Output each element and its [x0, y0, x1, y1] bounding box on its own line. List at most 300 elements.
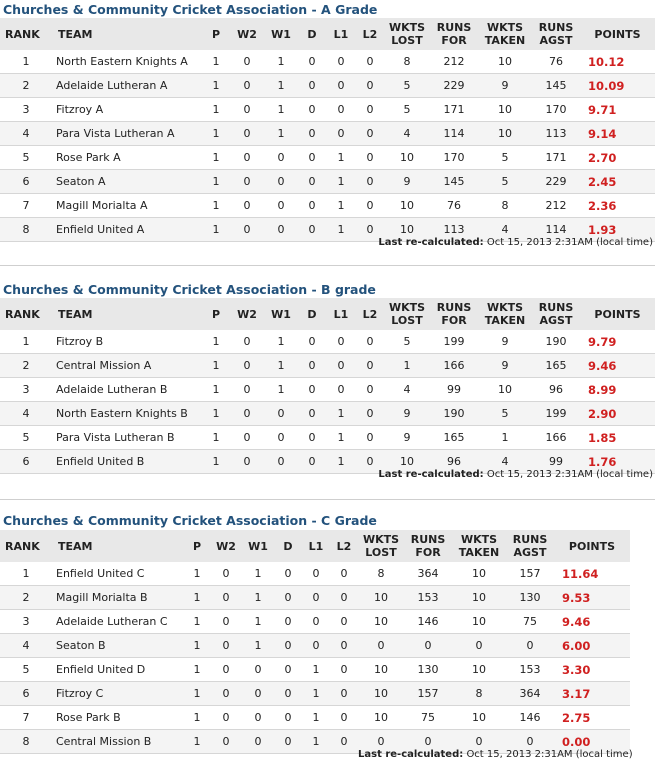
draws-cell: 0 — [298, 170, 326, 194]
section-b-title: Churches & Community Cricket Association - B grade — [3, 282, 376, 297]
col-points-header: POINTS — [580, 298, 655, 330]
team-name-cell: Fitzroy B — [52, 330, 202, 354]
wkts-taken-cell: 10 — [452, 658, 506, 682]
runs-agst-cell: 170 — [532, 98, 580, 122]
played-cell: 1 — [202, 218, 230, 242]
played-cell: 1 — [202, 450, 230, 474]
col-w2-header: W2 — [230, 298, 264, 330]
draws-cell: 0 — [298, 378, 326, 402]
rank-cell: 3 — [0, 610, 52, 634]
wkts-taken-cell: 8 — [478, 194, 532, 218]
played-cell: 1 — [184, 730, 210, 754]
col-rank-header: RANK — [0, 18, 52, 50]
w2-cell: 0 — [230, 122, 264, 146]
wkts-taken-cell: 10 — [478, 378, 532, 402]
w2-cell: 0 — [210, 706, 242, 730]
runs-for-cell: 364 — [404, 562, 452, 586]
draws-cell: 0 — [298, 146, 326, 170]
l1-cell: 1 — [302, 706, 330, 730]
runs-for-cell: 166 — [430, 354, 478, 378]
col-wkts-taken-header: WKTS TAKEN — [478, 298, 532, 330]
w2-cell: 0 — [210, 658, 242, 682]
w2-cell: 0 — [230, 170, 264, 194]
l1-cell: 0 — [326, 122, 356, 146]
wkts-taken-cell: 5 — [478, 170, 532, 194]
table-row — [0, 426, 655, 450]
col-runs-for-header: RUNS FOR — [430, 18, 478, 50]
wkts-lost-cell: 10 — [384, 194, 430, 218]
l2-cell: 0 — [356, 50, 384, 74]
runs-for-cell: 76 — [430, 194, 478, 218]
team-name-cell: Magill Morialta A — [52, 194, 202, 218]
rank-cell: 5 — [0, 658, 52, 682]
l1-cell: 0 — [326, 50, 356, 74]
runs-agst-cell: 146 — [506, 706, 554, 730]
col-w2-header: W2 — [230, 18, 264, 50]
runs-agst-cell: 157 — [506, 562, 554, 586]
runs-for-cell: 114 — [430, 122, 478, 146]
w2-cell: 0 — [230, 402, 264, 426]
l1-cell: 1 — [326, 194, 356, 218]
table-row — [0, 194, 655, 218]
played-cell: 1 — [202, 354, 230, 378]
w1-cell: 0 — [264, 194, 298, 218]
w2-cell: 0 — [230, 378, 264, 402]
draws-cell: 0 — [274, 706, 302, 730]
draws-cell: 0 — [274, 682, 302, 706]
section-c-title: Churches & Community Cricket Association - C Grade — [3, 513, 377, 528]
table-row — [0, 610, 630, 634]
l1-cell: 0 — [302, 562, 330, 586]
table-row — [0, 706, 630, 730]
draws-cell: 0 — [274, 634, 302, 658]
draws-cell: 0 — [298, 330, 326, 354]
runs-for-cell: 145 — [430, 170, 478, 194]
w2-cell: 0 — [230, 450, 264, 474]
points-cell: 9.46 — [580, 354, 655, 378]
l2-cell: 0 — [330, 634, 358, 658]
team-name-cell: Enfield United B — [52, 450, 202, 474]
col-w2-header: W2 — [210, 530, 242, 562]
l1-cell: 1 — [326, 402, 356, 426]
section-divider — [0, 499, 655, 500]
rank-cell: 5 — [0, 426, 52, 450]
wkts-taken-cell: 8 — [452, 682, 506, 706]
draws-cell: 0 — [298, 450, 326, 474]
l2-cell: 0 — [356, 122, 384, 146]
l2-cell: 0 — [356, 354, 384, 378]
played-cell: 1 — [202, 426, 230, 450]
wkts-taken-cell: 4 — [478, 218, 532, 242]
wkts-lost-cell: 5 — [384, 330, 430, 354]
l2-cell: 0 — [356, 218, 384, 242]
l1-cell: 1 — [302, 658, 330, 682]
col-rank-header: RANK — [0, 530, 52, 562]
l1-cell: 1 — [302, 682, 330, 706]
w2-cell: 0 — [230, 98, 264, 122]
col-points-header: POINTS — [580, 18, 655, 50]
runs-for-cell: 146 — [404, 610, 452, 634]
points-cell: 1.93 — [580, 218, 655, 242]
w1-cell: 1 — [242, 562, 274, 586]
runs-agst-cell: 75 — [506, 610, 554, 634]
w1-cell: 0 — [264, 170, 298, 194]
l1-cell: 0 — [302, 610, 330, 634]
ladder-table-b-grade — [0, 298, 655, 474]
runs-agst-cell: 166 — [532, 426, 580, 450]
w1-cell: 1 — [264, 330, 298, 354]
played-cell: 1 — [202, 330, 230, 354]
col-d-header: D — [298, 18, 326, 50]
col-runs-agst-header: RUNS AGST — [532, 18, 580, 50]
played-cell: 1 — [202, 170, 230, 194]
w1-cell: 0 — [264, 450, 298, 474]
points-cell: 2.36 — [580, 194, 655, 218]
col-runs-agst-header: RUNS AGST — [532, 298, 580, 330]
l2-cell: 0 — [330, 562, 358, 586]
l1-cell: 0 — [326, 378, 356, 402]
wkts-taken-cell: 4 — [478, 450, 532, 474]
runs-for-cell: 0 — [404, 730, 452, 754]
rank-cell: 4 — [0, 402, 52, 426]
w1-cell: 0 — [264, 426, 298, 450]
col-runs-agst-header: RUNS AGST — [506, 530, 554, 562]
w2-cell: 0 — [210, 682, 242, 706]
w1-cell: 0 — [242, 706, 274, 730]
points-cell: 9.14 — [580, 122, 655, 146]
runs-for-cell: 113 — [430, 218, 478, 242]
runs-agst-cell: 171 — [532, 146, 580, 170]
draws-cell: 0 — [274, 730, 302, 754]
played-cell: 1 — [202, 194, 230, 218]
played-cell: 1 — [184, 706, 210, 730]
w2-cell: 0 — [230, 146, 264, 170]
rank-cell: 6 — [0, 170, 52, 194]
table-row — [0, 98, 655, 122]
l2-cell: 0 — [330, 682, 358, 706]
wkts-lost-cell: 0 — [358, 730, 404, 754]
section-divider — [0, 265, 655, 266]
wkts-lost-cell: 5 — [384, 74, 430, 98]
w1-cell: 1 — [264, 378, 298, 402]
draws-cell: 0 — [298, 426, 326, 450]
rank-cell: 4 — [0, 122, 52, 146]
table-header-row — [0, 298, 655, 330]
points-cell: 10.12 — [580, 50, 655, 74]
wkts-lost-cell: 10 — [384, 146, 430, 170]
l1-cell: 0 — [326, 98, 356, 122]
w2-cell: 0 — [230, 354, 264, 378]
rank-cell: 6 — [0, 450, 52, 474]
wkts-taken-cell: 0 — [452, 634, 506, 658]
col-team-header: TEAM — [52, 18, 202, 50]
wkts-taken-cell: 10 — [478, 98, 532, 122]
w2-cell: 0 — [210, 586, 242, 610]
points-cell: 1.76 — [580, 450, 655, 474]
table-row — [0, 170, 655, 194]
l1-cell: 1 — [326, 426, 356, 450]
l1-cell: 1 — [326, 146, 356, 170]
draws-cell: 0 — [298, 402, 326, 426]
runs-for-cell: 190 — [430, 402, 478, 426]
draws-cell: 0 — [274, 610, 302, 634]
team-name-cell: North Eastern Knights B — [52, 402, 202, 426]
wkts-lost-cell: 10 — [358, 682, 404, 706]
rank-cell: 1 — [0, 330, 52, 354]
wkts-taken-cell: 5 — [478, 146, 532, 170]
table-row — [0, 74, 655, 98]
col-w1-header: W1 — [242, 530, 274, 562]
played-cell: 1 — [202, 98, 230, 122]
runs-for-cell: 165 — [430, 426, 478, 450]
runs-for-cell: 212 — [430, 50, 478, 74]
table-row — [0, 402, 655, 426]
wkts-lost-cell: 10 — [358, 586, 404, 610]
played-cell: 1 — [202, 378, 230, 402]
l2-cell: 0 — [330, 706, 358, 730]
runs-for-cell: 0 — [404, 634, 452, 658]
points-cell: 9.46 — [554, 610, 630, 634]
rank-cell: 5 — [0, 146, 52, 170]
table-header-row — [0, 18, 655, 50]
points-cell: 9.53 — [554, 586, 630, 610]
points-cell: 1.85 — [580, 426, 655, 450]
points-cell: 2.90 — [580, 402, 655, 426]
wkts-lost-cell: 8 — [358, 562, 404, 586]
runs-for-cell: 130 — [404, 658, 452, 682]
wkts-taken-cell: 10 — [478, 122, 532, 146]
runs-for-cell: 153 — [404, 586, 452, 610]
wkts-taken-cell: 10 — [452, 706, 506, 730]
runs-agst-cell: 364 — [506, 682, 554, 706]
team-name-cell: Seaton B — [52, 634, 184, 658]
col-p-header: P — [202, 298, 230, 330]
runs-agst-cell: 99 — [532, 450, 580, 474]
team-name-cell: Adelaide Lutheran A — [52, 74, 202, 98]
col-l1-header: L1 — [302, 530, 330, 562]
col-l1-header: L1 — [326, 298, 356, 330]
points-cell: 3.17 — [554, 682, 630, 706]
wkts-lost-cell: 9 — [384, 426, 430, 450]
w1-cell: 0 — [264, 146, 298, 170]
col-w1-header: W1 — [264, 18, 298, 50]
col-l1-header: L1 — [326, 18, 356, 50]
l2-cell: 0 — [330, 730, 358, 754]
w1-cell: 1 — [242, 586, 274, 610]
col-l2-header: L2 — [330, 530, 358, 562]
wkts-lost-cell: 9 — [384, 402, 430, 426]
runs-for-cell: 229 — [430, 74, 478, 98]
played-cell: 1 — [184, 562, 210, 586]
runs-agst-cell: 96 — [532, 378, 580, 402]
runs-agst-cell: 0 — [506, 634, 554, 658]
points-cell: 2.45 — [580, 170, 655, 194]
runs-agst-cell: 76 — [532, 50, 580, 74]
l2-cell: 0 — [356, 170, 384, 194]
wkts-taken-cell: 9 — [478, 330, 532, 354]
col-p-header: P — [202, 18, 230, 50]
runs-for-cell: 170 — [430, 146, 478, 170]
runs-agst-cell: 229 — [532, 170, 580, 194]
w1-cell: 1 — [264, 354, 298, 378]
wkts-taken-cell: 0 — [452, 730, 506, 754]
col-w1-header: W1 — [264, 298, 298, 330]
table-row — [0, 586, 630, 610]
table-row — [0, 634, 630, 658]
draws-cell: 0 — [274, 586, 302, 610]
team-name-cell: Central Mission B — [52, 730, 184, 754]
team-name-cell: North Eastern Knights A — [52, 50, 202, 74]
w2-cell: 0 — [230, 194, 264, 218]
wkts-lost-cell: 4 — [384, 378, 430, 402]
table-row — [0, 658, 630, 682]
w2-cell: 0 — [210, 610, 242, 634]
team-name-cell: Enfield United A — [52, 218, 202, 242]
team-name-cell: Enfield United C — [52, 562, 184, 586]
table-row — [0, 562, 630, 586]
points-cell: 10.09 — [580, 74, 655, 98]
wkts-lost-cell: 0 — [358, 634, 404, 658]
l1-cell: 0 — [326, 74, 356, 98]
w2-cell: 0 — [210, 730, 242, 754]
l1-cell: 0 — [326, 330, 356, 354]
table-row — [0, 122, 655, 146]
played-cell: 1 — [184, 634, 210, 658]
played-cell: 1 — [184, 658, 210, 682]
w1-cell: 0 — [242, 658, 274, 682]
table-row — [0, 50, 655, 74]
w2-cell: 0 — [210, 634, 242, 658]
runs-agst-cell: 165 — [532, 354, 580, 378]
rank-cell: 6 — [0, 682, 52, 706]
rank-cell: 7 — [0, 194, 52, 218]
draws-cell: 0 — [274, 562, 302, 586]
w1-cell: 0 — [242, 682, 274, 706]
points-cell: 11.64 — [554, 562, 630, 586]
draws-cell: 0 — [298, 218, 326, 242]
rank-cell: 8 — [0, 730, 52, 754]
wkts-lost-cell: 1 — [384, 354, 430, 378]
l2-cell: 0 — [356, 98, 384, 122]
w2-cell: 0 — [230, 50, 264, 74]
l1-cell: 1 — [326, 450, 356, 474]
col-d-header: D — [298, 298, 326, 330]
points-cell: 6.00 — [554, 634, 630, 658]
ladder-table-a-grade — [0, 18, 655, 242]
draws-cell: 0 — [298, 354, 326, 378]
rank-cell: 3 — [0, 378, 52, 402]
played-cell: 1 — [184, 682, 210, 706]
points-cell: 8.99 — [580, 378, 655, 402]
col-wkts-lost-header: WKTS LOST — [358, 530, 404, 562]
team-name-cell: Para Vista Lutheran B — [52, 426, 202, 450]
col-team-header: TEAM — [52, 530, 184, 562]
table-header-row — [0, 530, 630, 562]
played-cell: 1 — [202, 122, 230, 146]
wkts-lost-cell: 5 — [384, 98, 430, 122]
points-cell: 9.79 — [580, 330, 655, 354]
played-cell: 1 — [184, 610, 210, 634]
played-cell: 1 — [202, 402, 230, 426]
runs-for-cell: 96 — [430, 450, 478, 474]
w1-cell: 1 — [264, 50, 298, 74]
l2-cell: 0 — [356, 146, 384, 170]
runs-agst-cell: 145 — [532, 74, 580, 98]
played-cell: 1 — [184, 586, 210, 610]
col-wkts-lost-header: WKTS LOST — [384, 18, 430, 50]
ladder-table-c-grade — [0, 530, 630, 754]
l1-cell: 0 — [326, 354, 356, 378]
col-l2-header: L2 — [356, 298, 384, 330]
wkts-lost-cell: 10 — [358, 610, 404, 634]
team-name-cell: Adelaide Lutheran B — [52, 378, 202, 402]
wkts-lost-cell: 10 — [358, 658, 404, 682]
l2-cell: 0 — [356, 194, 384, 218]
wkts-taken-cell: 10 — [452, 610, 506, 634]
played-cell: 1 — [202, 50, 230, 74]
draws-cell: 0 — [298, 50, 326, 74]
rank-cell: 3 — [0, 98, 52, 122]
l2-cell: 0 — [356, 378, 384, 402]
wkts-lost-cell: 9 — [384, 170, 430, 194]
w1-cell: 0 — [242, 730, 274, 754]
draws-cell: 0 — [298, 98, 326, 122]
played-cell: 1 — [202, 146, 230, 170]
runs-for-cell: 75 — [404, 706, 452, 730]
section-a-title: Churches & Community Cricket Association - A Grade — [3, 2, 378, 17]
w1-cell: 1 — [242, 610, 274, 634]
runs-agst-cell: 130 — [506, 586, 554, 610]
w1-cell: 1 — [242, 634, 274, 658]
l2-cell: 0 — [356, 426, 384, 450]
rank-cell: 2 — [0, 74, 52, 98]
points-cell: 2.75 — [554, 706, 630, 730]
team-name-cell: Rose Park A — [52, 146, 202, 170]
team-name-cell: Fitzroy C — [52, 682, 184, 706]
wkts-taken-cell: 9 — [478, 354, 532, 378]
l1-cell: 1 — [326, 218, 356, 242]
table-row — [0, 146, 655, 170]
runs-agst-cell: 153 — [506, 658, 554, 682]
l2-cell: 0 — [356, 330, 384, 354]
l1-cell: 0 — [302, 634, 330, 658]
rank-cell: 4 — [0, 634, 52, 658]
w1-cell: 1 — [264, 74, 298, 98]
w1-cell: 1 — [264, 122, 298, 146]
rank-cell: 1 — [0, 562, 52, 586]
w2-cell: 0 — [210, 562, 242, 586]
points-cell: 2.70 — [580, 146, 655, 170]
table-row — [0, 682, 630, 706]
col-team-header: TEAM — [52, 298, 202, 330]
col-rank-header: RANK — [0, 298, 52, 330]
runs-for-cell: 171 — [430, 98, 478, 122]
runs-for-cell: 157 — [404, 682, 452, 706]
l2-cell: 0 — [330, 658, 358, 682]
team-name-cell: Magill Morialta B — [52, 586, 184, 610]
draws-cell: 0 — [298, 74, 326, 98]
wkts-taken-cell: 1 — [478, 426, 532, 450]
wkts-lost-cell: 4 — [384, 122, 430, 146]
l2-cell: 0 — [356, 402, 384, 426]
wkts-taken-cell: 5 — [478, 402, 532, 426]
wkts-taken-cell: 10 — [478, 50, 532, 74]
runs-agst-cell: 190 — [532, 330, 580, 354]
w1-cell: 1 — [264, 98, 298, 122]
w2-cell: 0 — [230, 218, 264, 242]
team-name-cell: Enfield United D — [52, 658, 184, 682]
team-name-cell: Adelaide Lutheran C — [52, 610, 184, 634]
